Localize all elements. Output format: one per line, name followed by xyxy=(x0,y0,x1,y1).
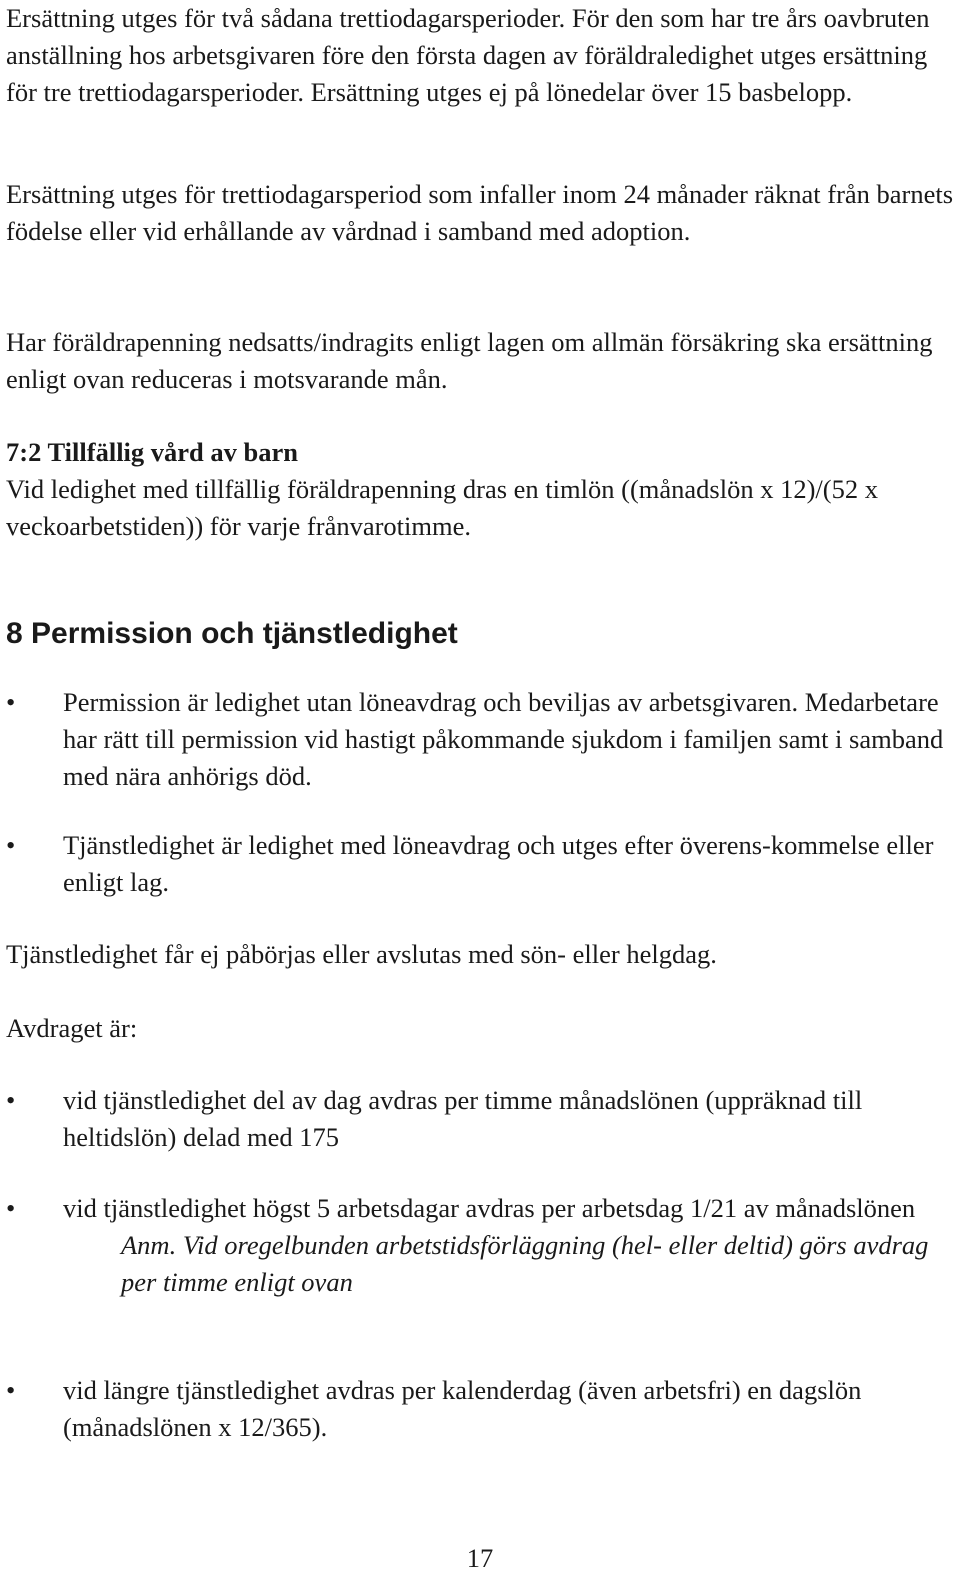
list-item-permission xyxy=(6,684,954,795)
paragraph-reduced-benefit: Har föräldrapenning nedsatts/indragits enligt lagen om allmän försäkring ska ersättning enligt ovan reduceras i motsvarande mån. xyxy=(6,327,933,394)
list-item-text: Tjänstledighet är ledighet med löneavdrag och utges efter överens-kommelse eller enligt lag. xyxy=(63,830,934,897)
paragraph-compensation-periods: Ersättning utges för två sådana trettiodagarsperioder. För den som har tre års oavbruten anställning hos arbetsgivaren före den första dagen av föräldraledighet utges ersättning för tre trettiodagarsperioder. Ersättning utges ej på lönedelar över 15 basbelopp. xyxy=(6,3,930,107)
list-item-text: vid tjänstledighet del av dag avdras per timme månadslönen (uppräknad till heltidslön) delad med 175 xyxy=(63,1085,863,1152)
paragraph-deduction-intro: Avdraget är: xyxy=(6,1013,138,1043)
bullet-icon: • xyxy=(6,687,16,717)
section-7-2-body: Vid ledighet med tillfällig föräldrapenning dras en timlön ((månadslön x 12)/(52 x veckoarbetstiden)) för varje frånvarotimme. xyxy=(6,474,878,541)
list-item-text: vid längre tjänstledighet avdras per kalenderdag (även arbetsfri) en dagslön (månadslönen x 12/365). xyxy=(63,1375,862,1442)
list-item-text: Permission är ledighet utan löneavdrag och beviljas av arbetsgivaren. Medarbetare har rätt till permission vid hastigt påkommande sjukdom i familjen samt i samband med nära anhörigs död. xyxy=(63,687,944,791)
section-7-2 xyxy=(6,434,954,545)
list-item-text: vid tjänstledighet högst 5 arbetsdagar avdras per arbetsdag 1/21 av månadslönen xyxy=(63,1193,916,1223)
section-8-heading: 8 Permission och tjänstledighet xyxy=(6,617,458,650)
list-item-longer-leave xyxy=(6,1372,954,1446)
bullet-icon: • xyxy=(6,1085,16,1115)
list-item-note: Anm. Vid oregelbunden arbetstidsförläggning (hel- eller deltid) görs avdrag per timme enligt ovan xyxy=(121,1230,929,1297)
section-7-2-title: 7:2 Tillfällig vård av barn xyxy=(6,437,299,467)
page-number: 17 xyxy=(466,1543,494,1573)
bullet-icon: • xyxy=(6,1193,16,1223)
list-item-max-5-days xyxy=(6,1190,954,1301)
bullet-icon: • xyxy=(6,1375,16,1405)
bullet-icon: • xyxy=(6,830,16,860)
paragraph-sunday-rule: Tjänstledighet får ej påbörjas eller avslutas med sön- eller helgdag. xyxy=(6,939,717,969)
paragraph-24-months: Ersättning utges för trettiodagarsperiod som infaller inom 24 månader räknat från barnets födelse eller vid erhållande av vårdnad i samband med adoption. xyxy=(6,179,954,246)
list-item-partial-day xyxy=(6,1082,954,1156)
list-item-leave-of-absence xyxy=(6,827,954,901)
